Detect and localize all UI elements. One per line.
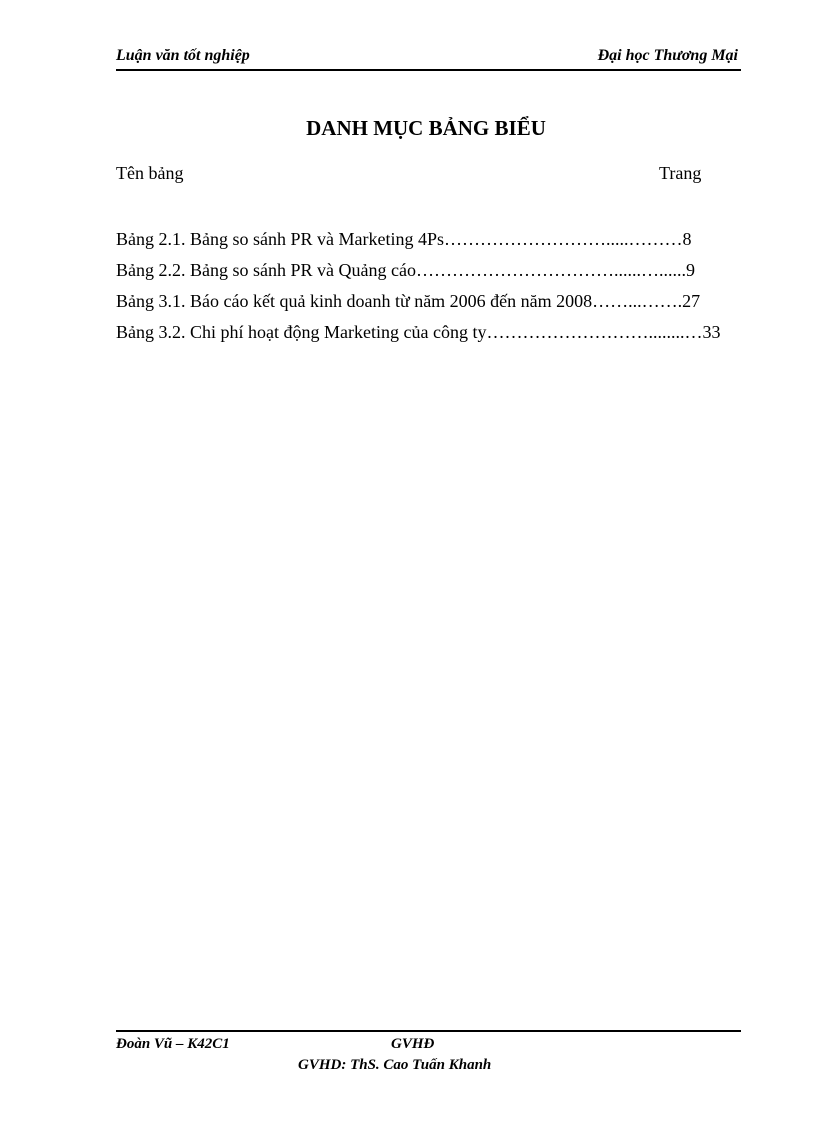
header-thesis-label: Luận văn tốt nghiệp (116, 47, 250, 64)
column-header-name: Tên bảng (116, 163, 184, 183)
column-header-page: Trang (659, 163, 702, 183)
footer-divider (116, 1030, 741, 1032)
header-university-label: Đại học Thương Mại (597, 47, 738, 64)
table-list-item[interactable]: Bảng 3.2. Chi phí hoạt động Marketing của công ty………………………........…33 (116, 322, 721, 342)
table-list-item[interactable]: Bảng 2.2. Bảng so sánh PR và Quảng cáo……………………………......…......9 (116, 260, 695, 280)
footer-advisor-short: GVHĐ (391, 1036, 435, 1052)
table-list-item[interactable]: Bảng 2.1. Bảng so sánh PR và Marketing 4Ps……………………….....………8 (116, 229, 692, 249)
footer-advisor-full: GVHD: ThS. Cao Tuấn Khanh (298, 1057, 492, 1073)
footer-author: Đoàn Vũ – K42C1 (116, 1036, 230, 1052)
page-header (116, 47, 741, 71)
table-list (116, 227, 741, 351)
page-title: DANH MỤC BẢNG BIỂU (306, 116, 546, 140)
table-list-item[interactable]: Bảng 3.1. Báo cáo kết quả kinh doanh từ năm 2006 đến năm 2008……...…….27 (116, 291, 701, 311)
